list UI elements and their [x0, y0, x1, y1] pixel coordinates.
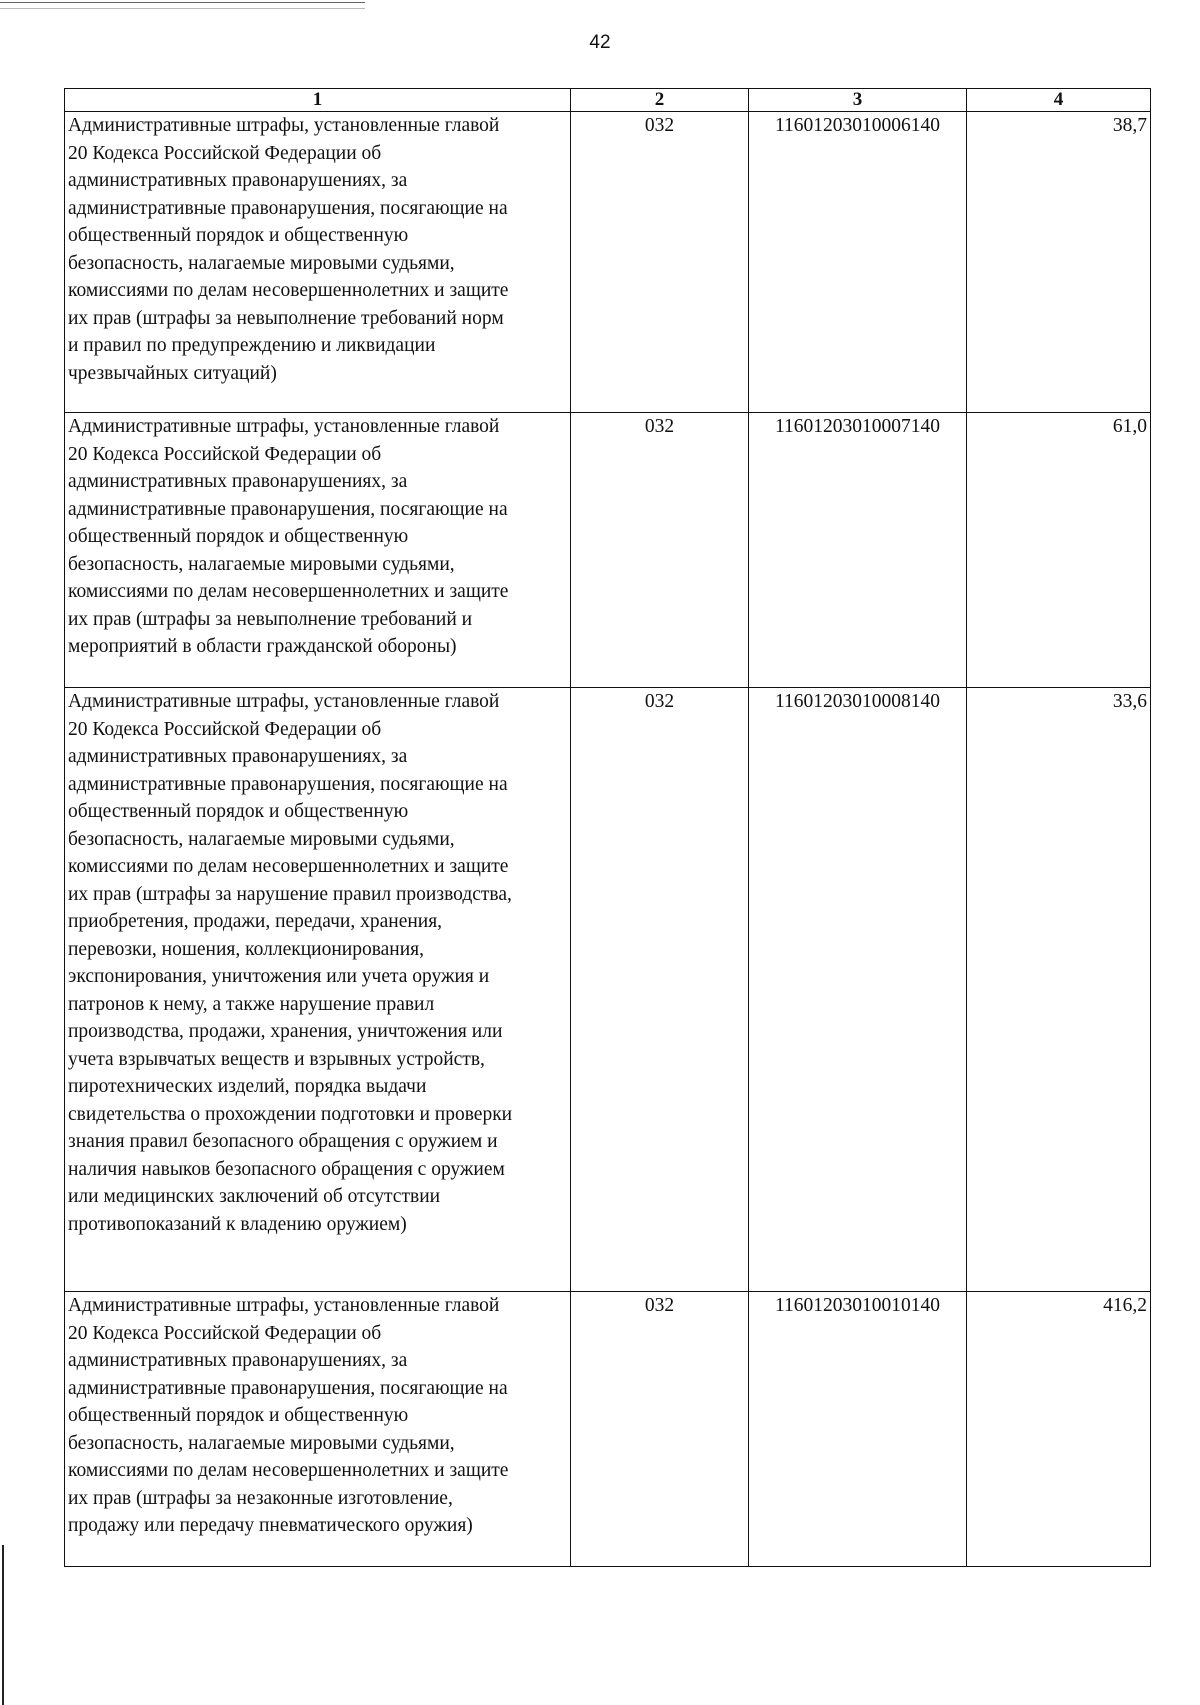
budget-code-cell: 11601203010007140 [749, 413, 967, 688]
budget-code-cell: 11601203010006140 [749, 112, 967, 413]
revenue-name-line: пиротехнических изделий, порядка выдачи [68, 1076, 427, 1097]
amount-cell: 416,2 [967, 1292, 1151, 1567]
revenue-name-line: перевозки, ношения, коллекционирования, [68, 938, 425, 960]
revenue-name-line: административные правонарушения, посягающие на [68, 1377, 508, 1399]
admin-code-cell: 032 [571, 1292, 749, 1567]
revenue-name-line: и правил по предупреждению и ликвидации [68, 335, 436, 356]
revenue-name-line: административных правонарушениях, за [68, 471, 408, 492]
budget-code-cell: 11601203010008140 [749, 688, 967, 1292]
revenue-name-line: экспонирования, уничтожения или учета оружия и [68, 966, 490, 987]
revenue-name-line: Административные штрафы, установленные главой [68, 115, 500, 136]
table-row [65, 688, 1151, 1292]
revenue-name-line: безопасность, налагаемые мировыми судьями, [68, 828, 455, 850]
revenue-name-line: знания правил безопасного обращения с оружием и [68, 1131, 498, 1152]
revenue-name-line: административные правонарушения, посягающие на [68, 197, 508, 219]
scan-edge-line [0, 2, 365, 3]
revenue-name-line: мероприятий в области гражданской обороны) [68, 636, 457, 657]
revenue-name-cell [65, 112, 571, 413]
revenue-name-line: чрезвычайных ситуаций) [68, 362, 277, 384]
revenue-name-line: их прав (штрафы за невыполнение требований норм [68, 307, 504, 329]
table-row [65, 112, 1151, 413]
admin-code-cell: 032 [571, 413, 749, 688]
admin-code-cell: 032 [571, 112, 749, 413]
revenue-name-line: общественный порядок и общественную [68, 225, 409, 246]
column-header: 3 [749, 89, 967, 112]
revenue-name-line: комиссиями по делам несовершеннолетних и защите [68, 856, 509, 877]
revenue-name-line: приобретения, продажи, передачи, хранения, [68, 911, 443, 932]
revenue-name-line: комиссиями по делам несовершеннолетних и защите [68, 1460, 509, 1481]
amount-cell: 61,0 [967, 413, 1151, 688]
amount-cell: 33,6 [967, 688, 1151, 1292]
scan-edge-line [0, 8, 365, 9]
revenue-name-line: административных правонарушениях, за [68, 1350, 408, 1371]
admin-code-cell: 032 [571, 688, 749, 1292]
revenue-name-line: Административные штрафы, установленные главой [68, 416, 500, 437]
column-header: 4 [967, 89, 1151, 112]
revenue-name-line: безопасность, налагаемые мировыми судьями, [68, 553, 455, 575]
revenue-name-line: Административные штрафы, установленные главой [68, 1295, 500, 1316]
scan-margin-mark [2, 1545, 4, 1705]
revenue-name-line: комиссиями по делам несовершеннолетних и защите [68, 581, 509, 602]
amount-cell: 38,7 [967, 112, 1151, 413]
table-row [65, 413, 1151, 688]
column-header: 1 [65, 89, 571, 112]
budget-code-cell: 11601203010010140 [749, 1292, 967, 1567]
revenue-name-line: 20 Кодекса Российской Федерации об [68, 142, 382, 164]
revenue-name-line: административные правонарушения, посягающие на [68, 773, 508, 795]
revenue-name-line: общественный порядок и общественную [68, 526, 409, 547]
revenue-name-line: патронов к нему, а также нарушение правил [68, 993, 435, 1015]
revenue-name-line: их прав (штрафы за невыполнение требований и [68, 608, 473, 630]
revenue-name-line: 20 Кодекса Российской Федерации об [68, 718, 382, 740]
revenue-name-line: безопасность, налагаемые мировыми судьями, [68, 252, 455, 274]
page-number: 42 [589, 32, 611, 53]
revenue-name-line: административных правонарушениях, за [68, 746, 408, 767]
revenue-name-line: их прав (штрафы за нарушение правил производства, [68, 883, 512, 905]
revenue-name-line: общественный порядок и общественную [68, 1405, 409, 1426]
revenue-name-cell [65, 688, 571, 1292]
revenue-name-cell [65, 413, 571, 688]
revenue-name-line: административных правонарушениях, за [68, 170, 408, 191]
table-header-row [65, 89, 1151, 112]
revenue-name-line: свидетельства о прохождении подготовки и проверки [68, 1103, 513, 1125]
revenue-name-line: общественный порядок и общественную [68, 801, 409, 822]
revenue-name-line: или медицинских заключений об отсутствии [68, 1186, 441, 1207]
revenue-name-line: 20 Кодекса Российской Федерации об [68, 443, 382, 465]
revenue-name-line: учета взрывчатых веществ и взрывных устройств, [68, 1048, 485, 1070]
revenue-name-line: комиссиями по делам несовершеннолетних и защите [68, 280, 509, 301]
revenue-name-line: административные правонарушения, посягающие на [68, 498, 508, 520]
table-row [65, 1292, 1151, 1567]
revenue-name-line: противопоказаний к владению оружием) [68, 1213, 407, 1235]
revenue-name-line: их прав (штрафы за незаконные изготовление, [68, 1487, 453, 1509]
revenue-name-line: безопасность, налагаемые мировыми судьями, [68, 1432, 455, 1454]
revenue-name-cell [65, 1292, 571, 1567]
revenue-name-line: наличия навыков безопасного обращения с оружием [68, 1158, 505, 1180]
revenue-name-line: 20 Кодекса Российской Федерации об [68, 1322, 382, 1344]
revenue-table [64, 88, 1151, 1567]
column-header: 2 [571, 89, 749, 112]
revenue-name-line: продажу или передачу пневматического оружия) [68, 1515, 473, 1536]
revenue-name-line: Административные штрафы, установленные главой [68, 691, 500, 712]
revenue-name-line: производства, продажи, хранения, уничтожения или [68, 1021, 503, 1042]
